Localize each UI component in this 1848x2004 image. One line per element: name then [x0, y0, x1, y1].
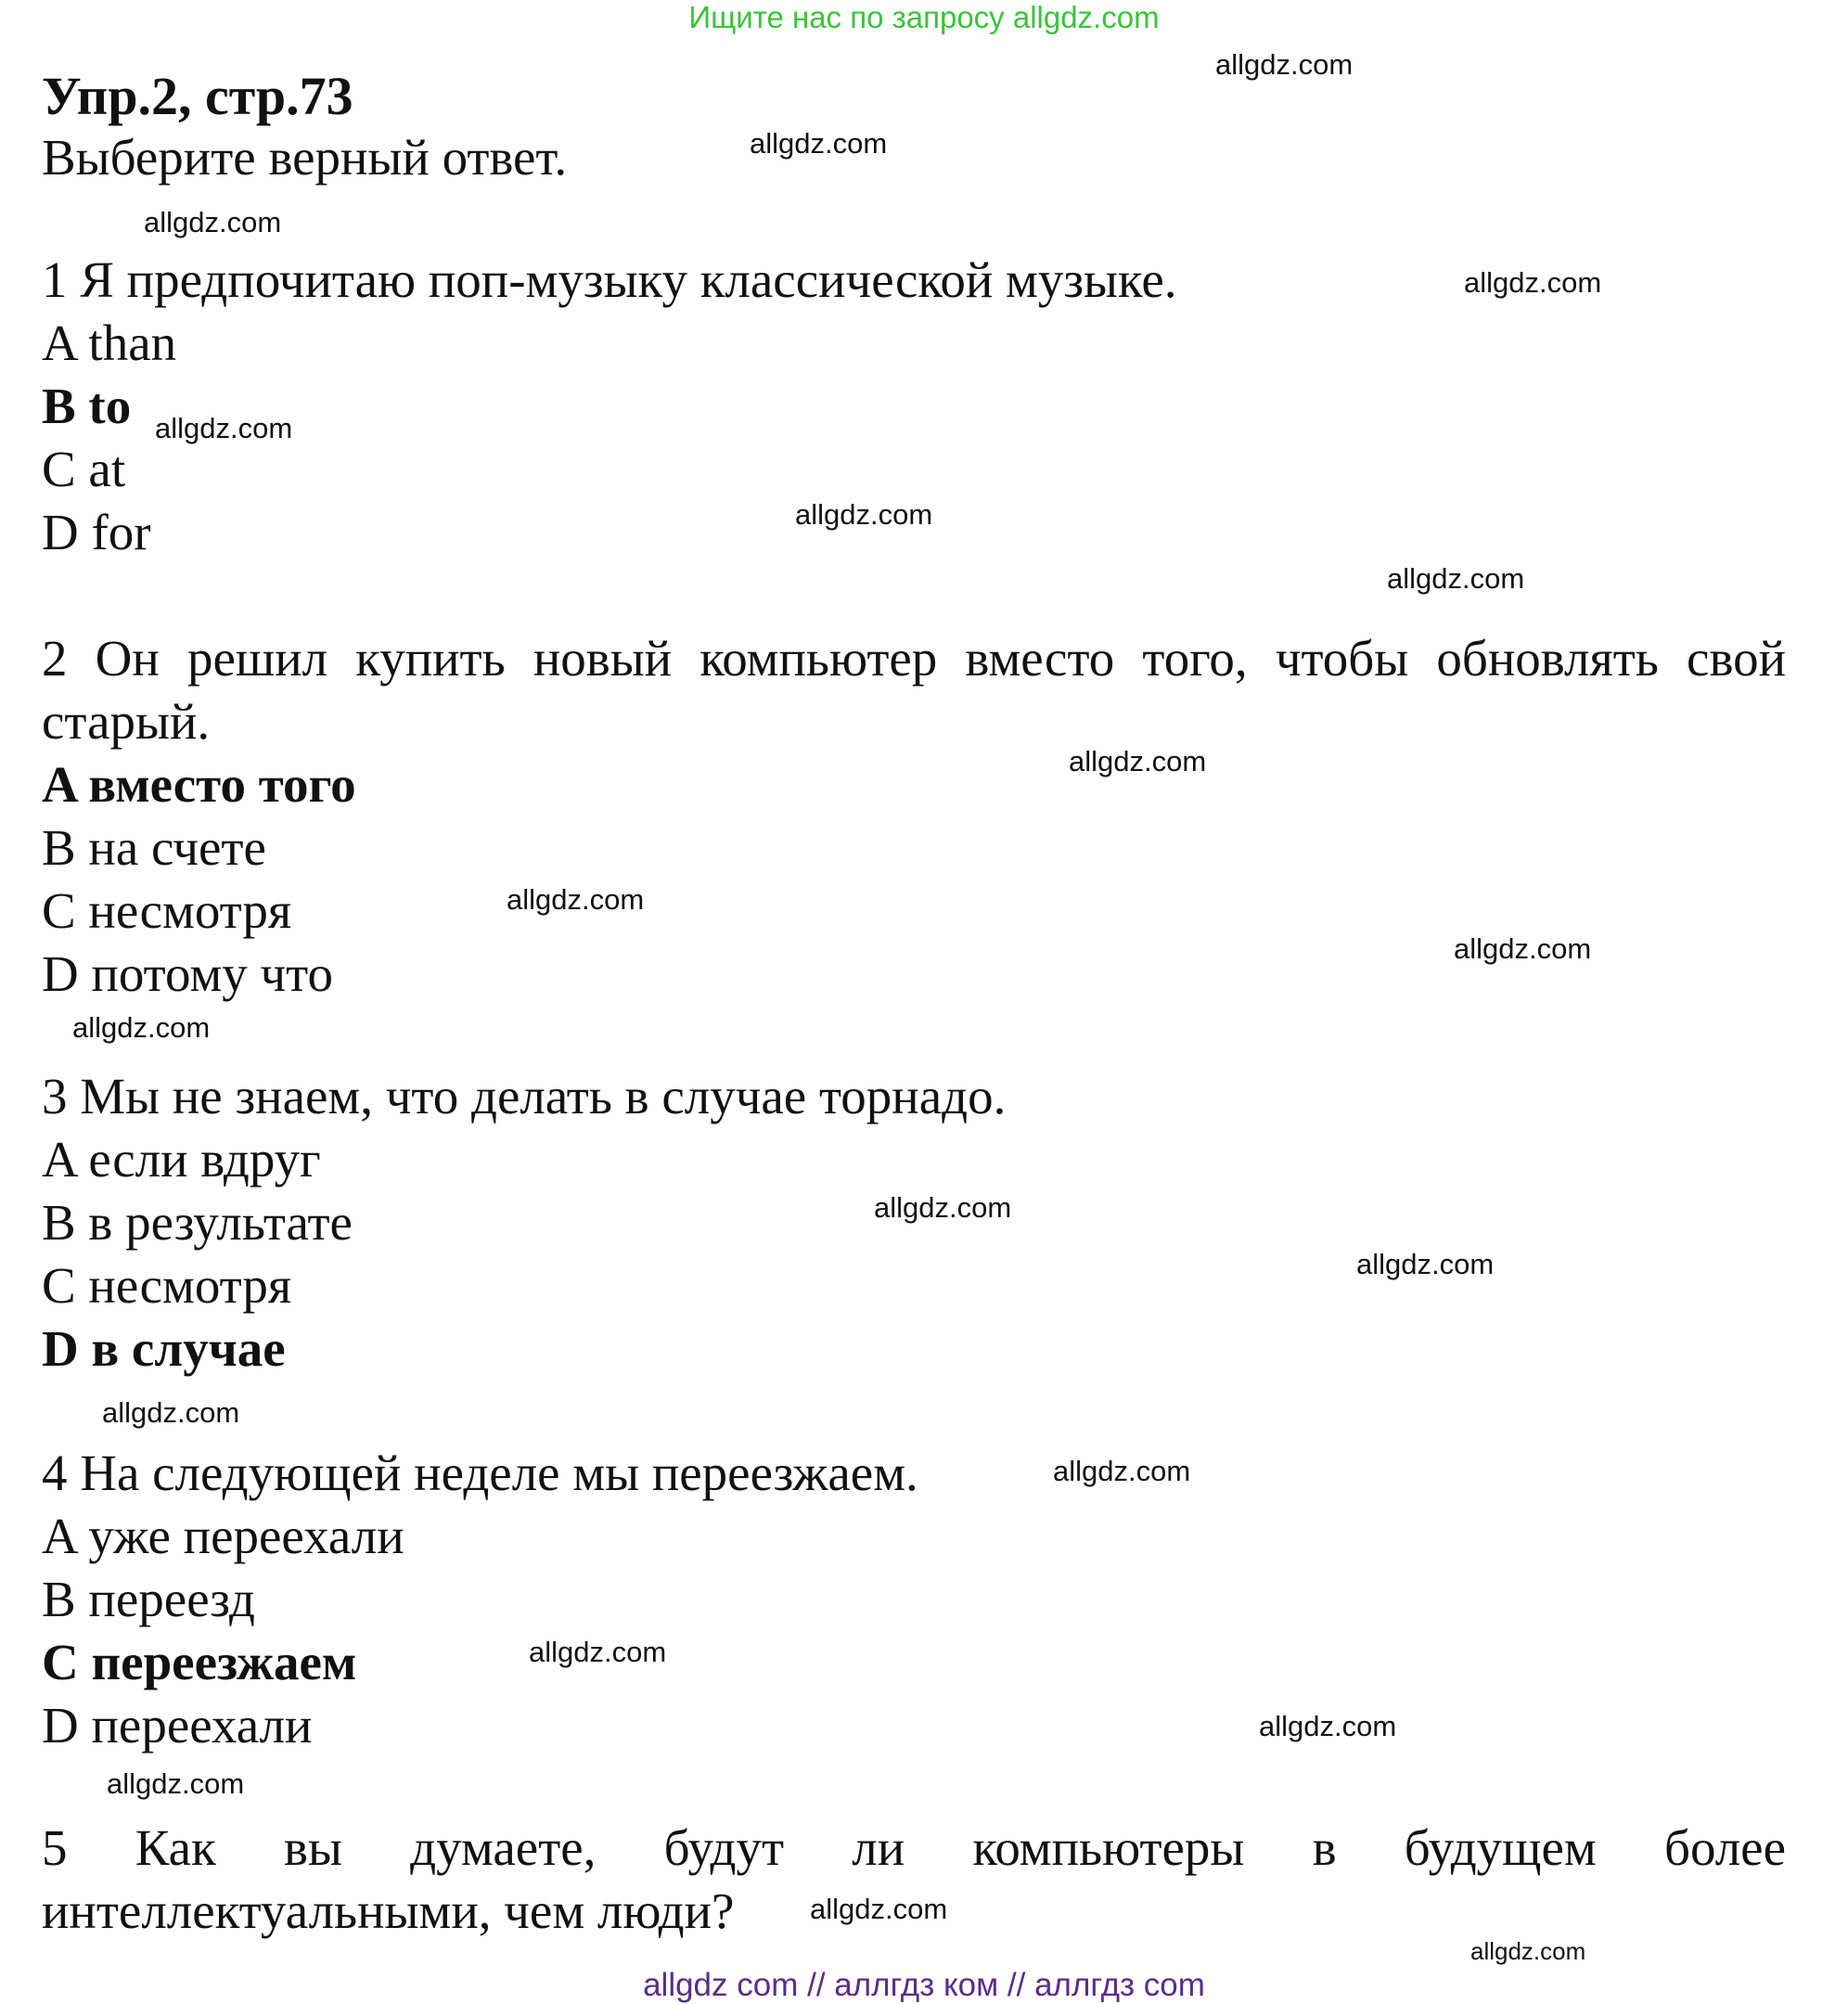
question-1: 1 Я предпочитаю поп-музыку классической музыке. — [42, 251, 1177, 308]
watermark: allgdz.com — [1259, 1710, 1397, 1742]
watermark: allgdz.com — [1215, 48, 1354, 81]
watermark: allgdz.com — [874, 1191, 1012, 1224]
watermark: allgdz.com — [1464, 266, 1602, 299]
q2-option-d: D потому что — [42, 945, 333, 1002]
watermark: allgdz.com — [529, 1636, 667, 1668]
q2-option-a-correct: A вместо того — [42, 756, 356, 813]
watermark: allgdz.com — [507, 883, 645, 916]
q3-option-d-correct: D в случае — [42, 1320, 286, 1377]
footer-links: allgdz com // аллгдз ком // аллгдз com — [643, 1967, 1205, 2003]
watermark: allgdz.com — [750, 127, 888, 160]
q3-option-c: C несмотря — [42, 1257, 292, 1314]
q1-option-a: A than — [42, 315, 177, 371]
watermark: allgdz.com — [1387, 562, 1525, 595]
watermark: allgdz.com — [795, 498, 933, 531]
watermark: allgdz.com — [1069, 745, 1207, 777]
question-2-line-2: старый. — [42, 693, 211, 750]
watermark: allgdz.com — [102, 1396, 240, 1429]
q3-option-a: A если вдруг — [42, 1131, 321, 1188]
q1-option-c: C at — [42, 441, 126, 497]
question-5-line-1: 5 Как вы думаете, будут ли компьютеры в будущем более — [42, 1819, 1786, 1876]
watermark: allgdz.com — [1053, 1455, 1191, 1487]
exercise-title: Упр.2, стр.73 — [42, 66, 353, 126]
q2-option-c: C несмотря — [42, 882, 292, 939]
q4-option-c-correct: C переезжаем — [42, 1634, 357, 1690]
watermark: allgdz.com — [810, 1893, 948, 1925]
watermark: allgdz.com — [1356, 1248, 1495, 1280]
top-banner: Ищите нас по запросу allgdz.com — [688, 0, 1160, 34]
watermark: allgdz.com — [1454, 932, 1592, 965]
q1-option-b-correct: B to — [42, 378, 132, 434]
watermark: allgdz.com — [1470, 1937, 1586, 1965]
instruction: Выберите верный ответ. — [42, 129, 568, 186]
watermark: allgdz.com — [155, 412, 293, 444]
watermark: allgdz.com — [107, 1767, 245, 1800]
question-4: 4 На следующей неделе мы переезжаем. — [42, 1445, 918, 1501]
q4-option-b: B переезд — [42, 1571, 255, 1627]
question-2-line-1: 2 Он решил купить новый компьютер вместо того, чтобы обновлять свой — [42, 630, 1786, 687]
q3-option-b: B в результате — [42, 1194, 353, 1251]
question-5-line-2: интеллектуальными, чем люди? — [42, 1882, 735, 1939]
watermark: allgdz.com — [144, 206, 282, 238]
q4-option-a: A уже переехали — [42, 1508, 404, 1564]
q1-option-d: D for — [42, 504, 151, 560]
q4-option-d: D переехали — [42, 1697, 313, 1754]
question-3: 3 Мы не знаем, что делать в случае торнадо. — [42, 1068, 1007, 1124]
watermark: allgdz.com — [72, 1011, 211, 1044]
q2-option-b: B на счете — [42, 819, 266, 876]
